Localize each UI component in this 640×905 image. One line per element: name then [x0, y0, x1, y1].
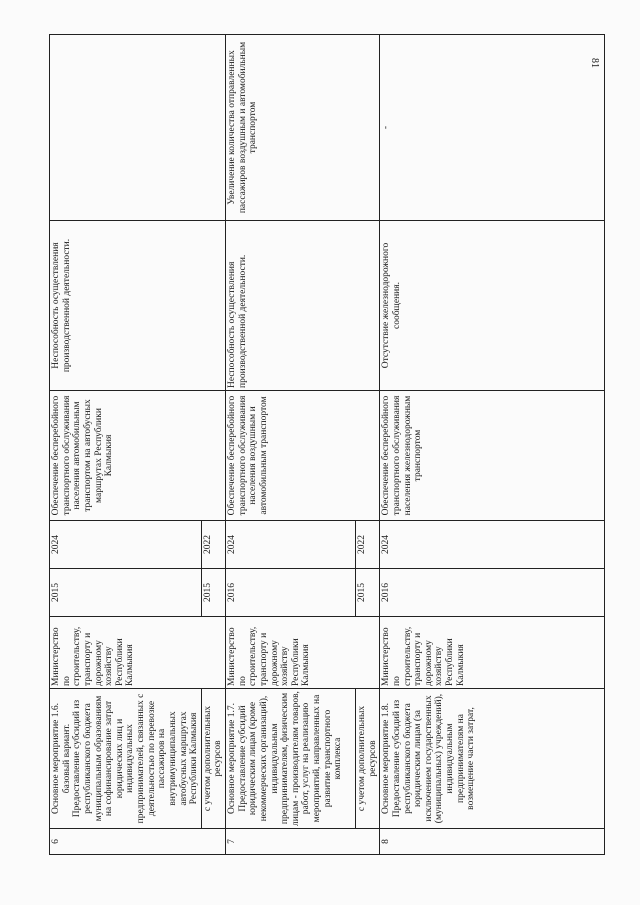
measure-cell: Основное мероприятие 1.6. базовый вариант. Предоставление субсидий из республиканского бюджета муниципальным образованиям на софинансирование затрат юридических лиц и индивидуальных предпринимателей, связанных с деятельностью по перевозке пассажиров на внутримуниципальных автобусных маршрутах Республики Калмыкия — [50, 689, 202, 829]
consequence-cell: Отсутствие железнодорожного сообщения. — [380, 221, 605, 391]
program-measures-table — [49, 34, 605, 855]
end-year-sub-cell: 2022 — [201, 521, 225, 569]
start-year-cell: 2016 — [226, 569, 356, 617]
indicator-link-cell: Увеличение количества отправленных пассажиров воздушным и автомобильным транспортом — [226, 35, 380, 221]
executor-cell: Министерство по строительству, транспорту и дорожному хозяйству Республики Калмыкия — [226, 617, 380, 689]
result-cell: Обеспечение бесперебойного транспортного обслуживания населения воздушным и автомобильным транспортом — [226, 391, 380, 521]
page-number: 81 — [589, 58, 600, 68]
measure-sub-cell: с учетом дополнительных ресурсов — [201, 689, 225, 829]
end-year-sub-cell: 2022 — [356, 521, 380, 569]
consequence-cell: Неспособность осуществления производственной деятельности. — [226, 221, 380, 391]
measure-cell: Основное мероприятие 1.8. Предоставление субсидий из республиканского бюджета юридическим лицам (за исключением государственных (муниципальных) учреждений), индивидуальным предпринимателям на возмещение части затрат, — [380, 689, 605, 829]
executor-cell: Министерство по строительству, транспорту и дорожному хозяйству Республики Калмыкия — [380, 617, 605, 689]
consequence-cell: Неспособность осуществления производственной деятельности. — [50, 221, 226, 391]
start-year-cell: 2015 — [50, 569, 202, 617]
table-row — [226, 35, 356, 855]
start-year-sub-cell: 2015 — [356, 569, 380, 617]
start-year-cell: 2016 — [380, 569, 605, 617]
result-cell: Обеспечение бесперебойного транспортного обслуживания населения железнодорожным транспортом — [380, 391, 605, 521]
end-year-cell: 2024 — [226, 521, 356, 569]
result-cell: Обеспечение бесперебойного транспортного обслуживания населения автомобильным транспортом на автобусных маршрутах Республики Калмыкия — [50, 391, 226, 521]
measure-cell: Основное мероприятие 1.7. Предоставление субсидий юридическим лицам (кроме некоммерческих организаций), индивидуальным предпринимателям, физическим лицам - производителям товаров, работ, услуг на реализацию мероприятий, направленных на развитие транспортного комплекса — [226, 689, 356, 829]
indicator-link-cell — [50, 35, 226, 221]
row-number: 6 — [50, 829, 226, 855]
row-number: 7 — [226, 829, 380, 855]
executor-cell: Министерство по строительству, транспорту и дорожному хозяйству Республики Калмыкия — [50, 617, 226, 689]
rotated-table-container — [49, 35, 558, 855]
start-year-sub-cell: 2015 — [201, 569, 225, 617]
table-row — [50, 35, 202, 855]
measure-sub-cell: с учетом дополнительных ресурсов — [356, 689, 380, 829]
indicator-link-cell: - — [380, 35, 605, 221]
row-number: 8 — [380, 829, 605, 855]
end-year-cell: 2024 — [50, 521, 202, 569]
table-row — [380, 35, 605, 855]
end-year-cell: 2024 — [380, 521, 605, 569]
